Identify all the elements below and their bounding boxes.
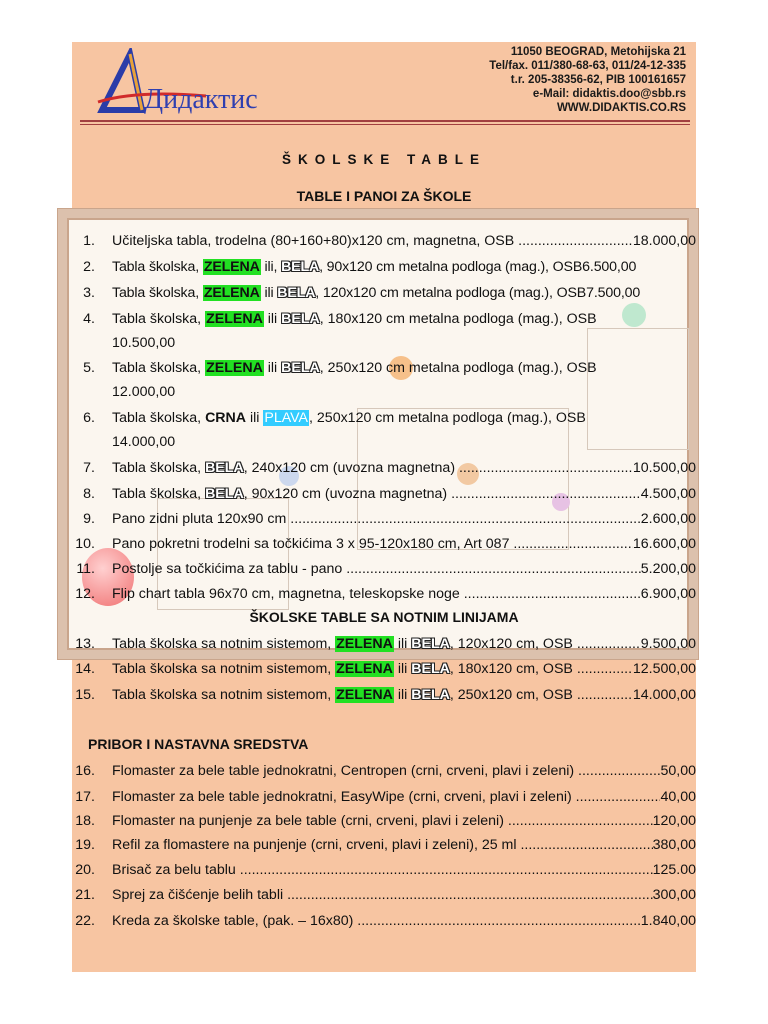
color-tag-green: ZELENA bbox=[203, 285, 260, 301]
item-text: Tabla školska, bbox=[112, 486, 206, 502]
item-text: , 180x120 cm metalna podloga (mag.), OSB bbox=[319, 311, 597, 327]
website-line: WWW.DIDAKTIS.CO.RS bbox=[556, 102, 686, 114]
list-item bbox=[72, 256, 696, 278]
item-text: ili bbox=[263, 311, 282, 327]
list-item bbox=[72, 884, 696, 906]
item-price: 380,00 bbox=[652, 837, 696, 853]
item-price: 50,00 bbox=[660, 763, 696, 779]
item-text: , 250x120 cm metalna podloga (mag.), OSB bbox=[319, 360, 597, 376]
item-number: 16. bbox=[75, 763, 95, 779]
item-number: 22. bbox=[75, 913, 95, 929]
phone-line: Tel/fax. 011/380-68-63, 011/24-12-335 bbox=[489, 60, 686, 72]
color-tag-white: BELA bbox=[281, 360, 320, 376]
color-tag-white: BELA bbox=[277, 285, 316, 301]
color-tag-white: BELA bbox=[281, 259, 320, 275]
item-number: 5. bbox=[83, 360, 95, 376]
item-text: Brisač za belu tablu ..... bbox=[112, 859, 653, 881]
item-text: , 90x120 cm metalna podloga (mag.), OSB bbox=[319, 259, 583, 275]
item-text: Tabla školska, bbox=[112, 259, 203, 275]
item-number: 13. bbox=[75, 636, 95, 652]
item-text: Učiteljska tabla, trodelna (80+160+80)x120 cm, magnetna, OSB ..... bbox=[112, 230, 633, 252]
item-price: 10.500,00 bbox=[632, 460, 696, 476]
item-text: Sprej za čišćenje belih tabli ..... bbox=[112, 884, 653, 906]
list-item bbox=[72, 810, 696, 832]
item-price: 18.000,00 bbox=[632, 233, 696, 249]
item-price: 7.500,00 bbox=[586, 285, 641, 301]
item-price: 1.840,00 bbox=[640, 913, 696, 929]
item-price: 120,00 bbox=[652, 813, 696, 829]
item-number: 4. bbox=[83, 311, 95, 327]
item-text: Tabla školska, bbox=[112, 410, 206, 426]
color-tag-blue: PLAVA bbox=[264, 410, 309, 426]
item-text: Flomaster za bele table jednokratni, EasyWipe (crni, crveni, plavi i zeleni) ..... bbox=[112, 786, 660, 808]
list-item bbox=[72, 533, 696, 555]
item-text: , 250x120 cm, OSB bbox=[449, 687, 573, 703]
item-text: Flip chart tabla 96x70 cm, magnetna, teleskopske noge ..... bbox=[112, 583, 641, 605]
list-item bbox=[72, 457, 696, 479]
list-item-continued bbox=[72, 332, 696, 354]
list-item-continued bbox=[72, 431, 696, 453]
color-tag-green: ZELENA bbox=[203, 259, 260, 275]
item-text: , 120x120 cm metalna podloga (mag.), OSB bbox=[315, 285, 587, 301]
list-item bbox=[72, 910, 696, 932]
item-text: Tabla školska, bbox=[112, 460, 206, 476]
list-item bbox=[72, 834, 696, 856]
list-item bbox=[72, 483, 696, 505]
list-item bbox=[72, 407, 696, 429]
list-item-continued bbox=[72, 381, 696, 403]
list-item bbox=[72, 859, 696, 881]
item-number: 21. bbox=[75, 887, 95, 903]
list-item bbox=[72, 633, 696, 655]
item-number: 12. bbox=[75, 586, 95, 602]
list-item bbox=[72, 658, 696, 680]
section-heading-notne: ŠKOLSKE TABLE SA NOTNIM LINIJAMA bbox=[249, 609, 519, 625]
item-price: 40,00 bbox=[660, 789, 696, 805]
item-number: 8. bbox=[83, 486, 95, 502]
item-number: 20. bbox=[75, 862, 95, 878]
item-text: ili bbox=[393, 687, 412, 703]
item-number: 9. bbox=[83, 511, 95, 527]
item-text: ili bbox=[260, 285, 278, 301]
email-line: e-Mail: didaktis.doo@sbb.rs bbox=[532, 88, 686, 100]
item-text: Tabla školska sa notnim sistemom, bbox=[112, 661, 336, 677]
item-text: Tabla školska, bbox=[112, 360, 206, 376]
item-text: Postolje sa točkićima za tablu - pano ..... bbox=[112, 558, 641, 580]
color-tag-black: CRNA bbox=[205, 410, 247, 426]
item-price: 14.000,00 bbox=[632, 687, 696, 703]
item-number: 10. bbox=[75, 536, 95, 552]
color-tag-green: ZELENA bbox=[336, 636, 393, 652]
item-price: 125.00 bbox=[652, 862, 696, 878]
item-price: 12.000,00 bbox=[112, 384, 176, 400]
list-item bbox=[72, 786, 696, 808]
item-price: 6.500,00 bbox=[582, 259, 637, 275]
company-address bbox=[489, 45, 686, 115]
item-text: ili bbox=[263, 360, 282, 376]
item-text: Kreda za školske table, (pak. – 16x80) ..... bbox=[112, 910, 641, 932]
item-price: 14.000,00 bbox=[112, 434, 176, 450]
list-item bbox=[72, 583, 696, 605]
item-number: 11. bbox=[76, 561, 95, 577]
item-number: 2. bbox=[83, 259, 95, 275]
list-item bbox=[72, 508, 696, 530]
item-text: , 250x120 cm metalna podloga (mag.), OSB bbox=[309, 410, 586, 426]
price-list-page bbox=[72, 42, 696, 972]
item-number: 6. bbox=[83, 410, 95, 426]
item-number: 1. bbox=[83, 233, 95, 249]
page-subtitle: TABLE I PANOI ZA ŠKOLE bbox=[296, 188, 472, 204]
list-item bbox=[72, 558, 696, 580]
list-item bbox=[72, 357, 696, 379]
item-price: 12.500,00 bbox=[632, 661, 696, 677]
item-text: Tabla školska, bbox=[112, 311, 206, 327]
item-text: ili bbox=[393, 661, 412, 677]
color-tag-white: BELA bbox=[205, 460, 244, 476]
item-text: ili bbox=[246, 410, 264, 426]
didaktis-logo bbox=[96, 48, 296, 118]
item-price: 16.600,00 bbox=[632, 536, 696, 552]
item-text: , 240x120 cm (uvozna magnetna) bbox=[243, 460, 456, 476]
item-text: Flomaster za bele table jednokratni, Centropen (crni, crveni, plavi i zeleni) ..... bbox=[112, 760, 660, 782]
address-line: 11050 BEOGRAD, Metohijska 21 bbox=[510, 46, 686, 58]
item-number: 3. bbox=[83, 285, 95, 301]
list-item bbox=[72, 282, 696, 304]
color-tag-white: BELA bbox=[411, 661, 450, 677]
item-price: 10.500,00 bbox=[112, 335, 176, 351]
color-tag-green: ZELENA bbox=[336, 687, 393, 703]
item-text: Pano pokretni trodelni sa točkićima 3 x 95-120x180 cm, Art 087 ..... bbox=[112, 533, 633, 555]
item-price: 300,00 bbox=[652, 887, 696, 903]
list-item bbox=[72, 760, 696, 782]
item-number: 18. bbox=[75, 813, 95, 829]
item-price: 5.200,00 bbox=[640, 561, 696, 577]
account-line: t.r. 205-38356-62, PIB 100161657 bbox=[510, 74, 686, 86]
item-number: 17. bbox=[75, 789, 95, 805]
item-number: 7. bbox=[83, 460, 95, 476]
item-text: ili, bbox=[260, 259, 282, 275]
item-text: , 90x120 cm (uvozna magnetna) bbox=[243, 486, 448, 502]
color-tag-green: ZELENA bbox=[206, 360, 263, 376]
item-text: , 180x120 cm, OSB bbox=[449, 661, 573, 677]
color-tag-green: ZELENA bbox=[206, 311, 263, 327]
section-heading-pribor: PRIBOR I NASTAVNA SREDSTVA bbox=[88, 736, 309, 752]
item-price: 6.900,00 bbox=[640, 586, 696, 602]
item-text: Refil za flomastere na punjenje (crni, crveni, plavi i zeleni), 25 ml ..... bbox=[112, 834, 653, 856]
logo-text: Дидактис bbox=[144, 84, 258, 115]
page-title: ŠKOLSKE TABLE bbox=[281, 152, 486, 167]
item-number: 14. bbox=[75, 661, 95, 677]
list-item bbox=[72, 230, 696, 252]
color-tag-white: BELA bbox=[205, 486, 244, 502]
item-text: ili bbox=[393, 636, 412, 652]
item-price: 2.600,00 bbox=[640, 511, 696, 527]
list-item bbox=[72, 684, 696, 706]
header-rule bbox=[80, 120, 690, 122]
item-price: 9.500,00 bbox=[640, 636, 696, 652]
color-tag-green: ZELENA bbox=[336, 661, 393, 677]
item-text: Tabla školska, bbox=[112, 285, 203, 301]
item-number: 19. bbox=[75, 837, 95, 853]
item-text: Tabla školska sa notnim sistemom, bbox=[112, 687, 336, 703]
item-text: Flomaster na punjenje za bele table (crni, crveni, plavi i zeleni) ..... bbox=[112, 810, 653, 832]
item-price: 4.500,00 bbox=[640, 486, 696, 502]
item-text: , 120x120 cm, OSB bbox=[449, 636, 573, 652]
item-text: Tabla školska sa notnim sistemom, bbox=[112, 636, 336, 652]
item-number: 15. bbox=[75, 687, 95, 703]
header-rule-thin bbox=[80, 124, 690, 125]
item-text: Pano zidni pluta 120x90 cm ..... bbox=[112, 508, 641, 530]
color-tag-white: BELA bbox=[411, 687, 450, 703]
list-item bbox=[72, 308, 696, 330]
color-tag-white: BELA bbox=[281, 311, 320, 327]
color-tag-white: BELA bbox=[411, 636, 450, 652]
